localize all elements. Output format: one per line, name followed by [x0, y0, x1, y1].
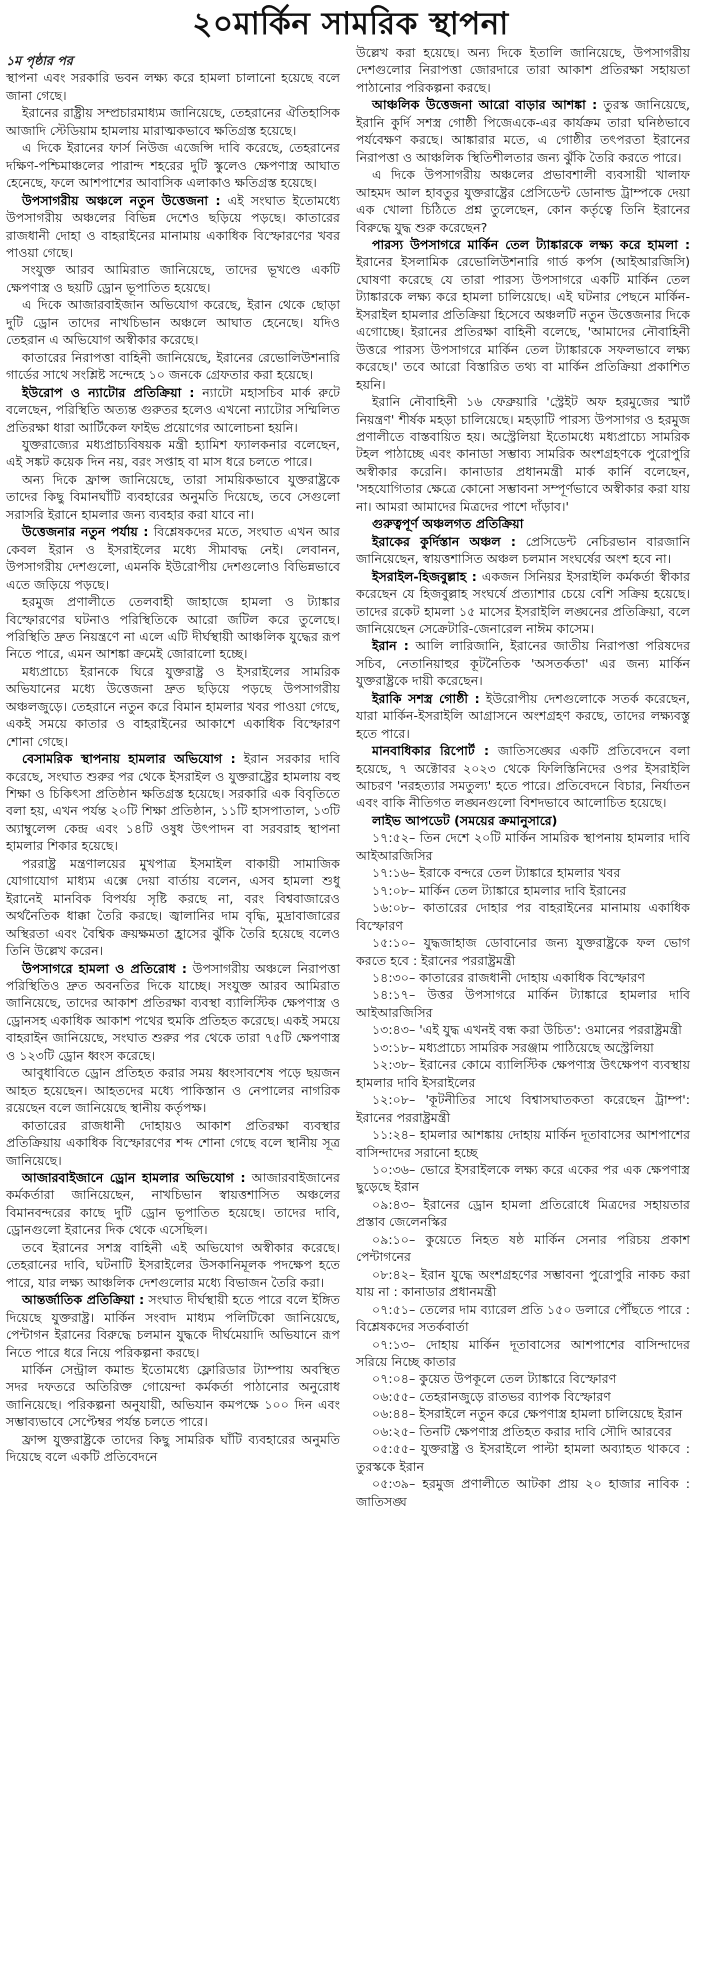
- paragraph-text: ইরানি নৌবাহিনী ১৬ ফেব্রুয়ারি 'স্ট্রেইট অফ হরমুজের স্মার্ট নিয়ন্ত্রণ' শীর্ষক মহড়া চালিয়েছে। মহড়াটি পারস্য উপসাগর ও হরমুজ প্রণালীতে বাস্তবায়িত হয়। অস্ট্রেলিয়া ইতোমধ্যে মধ্যপ্রাচ্যে সামরিক টহল পাঠাচ্ছে এবং কানাডা সম্ভাব্য সামরিক অংশগ্রহণকে পুরোপুরি অস্বীকার করেনি। কানাডার প্রধানমন্ত্রী মার্ক কার্নি বলেছেন, 'সহযোগিতার ক্ষেত্রে কোনো সম্ভাবনা সম্পূর্ণভাবে অস্বীকার করা যায় না। আমরা আমাদের মিত্রদের পাশে দাঁড়াব।': [356, 394, 690, 514]
- paragraph-text: উপসাগরীয় অঞ্চলে নিরাপত্তা পরিস্থিতিও দ্রুত অবনতির দিকে যাচ্ছে। সংযুক্ত আরব আমিরাত জানিয়েছে, তাদের আকাশ প্রতিরক্ষা ব্যবস্থা ব্যালিস্টিক ক্ষেপণাস্ত্র ও ড্রোনসহ একাধিক আকাশ পথের হুমকি প্রতিহত করেছে। একই সময়ে বাহরাইন জানিয়েছে, সংঘাত শুরুর পর থেকে তারা ৭৫টি ক্ষেপণাস্ত্র ও ১২৩টি ড্রোন ধ্বংস করেছে।: [6, 960, 340, 1063]
- article-paragraph: [6, 69, 340, 104]
- update-text: হরমুজ প্রণালীতে আটকা প্রায় ২০ হাজার নাবিক : জাতিসঙ্ঘ: [356, 1476, 690, 1509]
- live-update-item: ১৪:৩০– কাতারের রাজধানী দোহায় একাধিক বিস্ফোরণ: [372, 970, 646, 986]
- article-paragraph: [6, 436, 340, 471]
- live-update-item: ১৭:১৬– ইরাকে বন্দরে তেল ট্যাঙ্কারে হামলার খবর: [372, 865, 621, 881]
- paragraph-text: এই সংঘাত ইতোমধ্যে উপসাগরীয় অঞ্চলের বিভিন্ন দেশেও ছড়িয়ে পড়ছে। কাতারের রাজধানী দোহা ও বাহরাইনের মানামায় একাধিক বিস্ফোরণের খবর পাওয়া গেছে।: [6, 192, 340, 260]
- update-text: উত্তর উপসাগরে মার্কিন ট্যাঙ্কারে হামলার দাবি আইআরজিসির: [356, 987, 690, 1020]
- paragraph-text: ইরান সরকার দাবি করেছে, সংঘাত শুরুর পর থেকে ইসরাইল ও যুক্তরাষ্ট্রের হামলায় বহু শিক্ষা ও চিকিৎসা প্রতিষ্ঠান ক্ষতিগ্রস্ত হয়েছে। সরকারি এক বিবৃতিতে বলা হয়, এখন পর্যন্ত ২০টি শিক্ষা প্রতিষ্ঠান, ১১টি হাসপাতাল, ১৩টি অ্যাম্বুলেন্স কেন্দ্র এবং ১৪টি ওষুধ উৎপাদন বা সরবরাহ স্থাপনা হামলার শিকার হয়েছে।: [6, 751, 341, 854]
- update-text: কাতারের রাজধানী দোহায় একাধিক বিস্ফোরণ: [419, 970, 646, 986]
- paragraph-text: একজন সিনিয়র ইসরাইলি কর্মকর্তা স্বীকার করেছেন যে হিজবুল্লাহ সংঘর্ষে প্রত্যাশার চেয়ে বেশি সক্রিয় হয়েছে। তাদের রকেট হামলা ১৫ মাসের ইসরাইলি লঙ্ঘনের প্রতিক্রিয়া, বলে জানিয়েছেন সেক্রেটারি-জেনারেল নাঈম কাসেম।: [356, 568, 690, 636]
- paragraph-text: ফ্রান্স যুক্তরাষ্ট্রকে তাদের কিছু সামরিক ঘাঁটি ব্যবহারের অনুমতি দিয়েছে বলে একটি প্রতিবেদনে: [6, 1431, 340, 1465]
- update-time: ০৭:০৪: [372, 1371, 409, 1387]
- article-paragraph: [6, 855, 340, 960]
- article-headline: ২০মার্কিন সামরিক স্থাপনা: [192, 6, 509, 42]
- right-paragraphs: [356, 44, 690, 829]
- paragraph-text: এ দিকে ইরানের ফার্স নিউজ এজেন্সি দাবি করেছে, তেহরানের দক্ষিণ-পশ্চিমাঞ্চলের পারান্দ শহরের দুটি স্কুলেও ক্ষেপণাস্ত্র আঘাত হেনেছে, ফলে আশপাশের আবাসিক এলাকাও ক্ষতিগ্রস্ত হয়েছে।: [6, 140, 341, 191]
- paragraph-text: এ দিকে আজারবাইজান অভিযোগ করেছে, ইরান থেকে ছোড়া দুটি ড্রোন তাদের নাখচিভান অঞ্চলে আঘাত হেনেছে। যদিও তেহরান এ অভিযোগ অস্বীকার করেছে।: [6, 297, 340, 348]
- article-column-left: [6, 52, 340, 1466]
- paragraph-lead: উত্তেজনার নতুন পর্যায় :: [22, 524, 149, 540]
- article-paragraph: [356, 637, 690, 689]
- paragraph-lead: ইসরাইল-হিজবুল্লাহ :: [372, 568, 477, 584]
- article-paragraph: [6, 296, 340, 348]
- continuation-kicker: [6, 52, 340, 69]
- subheading-text: লাইভ আপডেট (সময়ের ক্রমানুসারে): [372, 812, 558, 828]
- paragraph-text: সংঘাত দীর্ঘস্থায়ী হতে পারে বলে ইঙ্গিত দিয়েছে যুক্তরাষ্ট্র। মার্কিন সংবাদ মাধ্যম পলিটিকো জানিয়েছে, পেন্টাগন ইরানের বিরুদ্ধে চলমান যুদ্ধকে দীর্ঘমেয়াদি অভিযানে রূপ নিতে পারে ধরে নিয়ে পরিকল্পনা করছে।: [6, 1292, 340, 1360]
- subheading-text: গুরুত্বপূর্ণ অঞ্চলগত প্রতিক্রিয়া: [372, 516, 524, 532]
- article-paragraph: [6, 1291, 340, 1361]
- update-text: ভোরে ইসরাইলকে লক্ষ্য করে একের পর এক ক্ষেপণাস্ত্র ছুড়েছে ইরান: [356, 1162, 690, 1195]
- kicker-text: ১ম পৃষ্ঠার পর: [6, 53, 73, 68]
- live-updates-list: [356, 829, 690, 1510]
- update-time: ১৩:১৮: [372, 1039, 409, 1055]
- paragraph-lead: ইরাকের কুর্দিস্তান অঞ্চল :: [372, 533, 516, 549]
- update-time: ১৩:৪৩: [372, 1022, 409, 1038]
- update-time: ১৫:১০: [372, 935, 409, 951]
- live-update-item: ১২:০৮– 'কূটনীতির সাথে বিশ্বাসঘাতকতা করেছেন ট্রাম্প': ইরানের পররাষ্ট্রমন্ত্রী: [356, 1092, 690, 1125]
- update-text: মার্কিন তেল ট্যাঙ্কারে হামলার দাবি ইরানের: [419, 882, 627, 898]
- article-paragraph: [6, 104, 340, 139]
- update-time: ০৫:৫৫: [372, 1441, 409, 1457]
- paragraph-text: কাতারের নিরাপত্তা বাহিনী জানিয়েছে, ইরানের রেভোলিউশনারি গার্ডের সাথে সংশ্লিষ্ট সন্দেহে ১০ জনকে গ্রেফতার করা হয়েছে।: [6, 349, 340, 383]
- update-time: ১২:০৮: [372, 1092, 409, 1108]
- paragraph-text: উল্লেখ করা হয়েছে। অন্য দিকে ইতালি জানিয়েছে, উপসাগরীয় দেশগুলোর নিরাপত্তা জোরদারে তারা আকাশ প্রতিরক্ষা সহায়তা পাঠানোর পরিকল্পনা করছে।: [356, 45, 690, 95]
- article-paragraph: [6, 471, 340, 523]
- live-update-item: ১৭:৫২– তিন দেশে ২০টি মার্কিন সামরিক স্থাপনায় হামলার দাবি আইআরজিসির: [356, 830, 690, 863]
- update-text: যুক্তরাষ্ট্র ও ইসরাইলে পাল্টা হামলা অব্যাহত থাকবে : তুরস্ককে ইরান: [356, 1441, 690, 1474]
- paragraph-text: আবুধাবিতে ড্রোন প্রতিহত করার সময় ধ্বংসাবশেষ পড়ে ছয়জন আহত হয়েছেন। আহতদের মধ্যে পাকিস্তান ও নেপালের নাগরিক রয়েছেন বলে জানিয়েছে স্থানীয় কর্তৃপক্ষ।: [6, 1065, 340, 1116]
- article-paragraph: [356, 393, 690, 515]
- paragraph-text: বিশ্লেষকদের মতে, সংঘাত এখন আর কেবল ইরান ও ইসরাইলের মধ্যে সীমাবদ্ধ নেই। লেবানন, উপসাগরীয় দেশগুলো, এমনকি ইউরোপীয় দেশগুলোও বিভিন্নভাবে এতে জড়িয়ে পড়ছে।: [6, 524, 340, 592]
- update-time: ০৫:৩৯: [372, 1476, 409, 1492]
- live-update-item: ১৫:১০– যুদ্ধজাহাজ ডোবানোর জন্য যুক্তরাষ্ট্রকে ফল ভোগ করতে হবে : ইরানের পররাষ্ট্রমন্ত্রী: [356, 935, 690, 968]
- article-paragraph: [356, 742, 690, 812]
- paragraph-text: এ দিকে উপসাগরীয় অঞ্চলের প্রভাবশালী ব্যবসায়ী খালাফ আহমদ আল হাবতুর যুক্তরাষ্ট্রের প্রেসিডেন্ট ডোনাল্ড ট্রাম্পকে দেয়া এক খোলা চিঠিতে প্রশ্ন তুলেছেন, কোন কর্তৃত্বে তিনি ইরানের বিরুদ্ধে যুদ্ধ শুরু করেছেন?: [356, 167, 690, 235]
- live-update-item: ১৪:১৭– উত্তর উপসাগরে মার্কিন ট্যাঙ্কারে হামলার দাবি আইআরজিসির: [356, 987, 690, 1020]
- live-update-item: ০৬:৪৪– ইসরাইলে নতুন করে ক্ষেপণাস্ত্র হামলা চালিয়েছে ইরান: [372, 1406, 683, 1422]
- article-paragraph: [6, 960, 340, 1065]
- paragraph-text: ইরানের রাষ্ট্রীয় সম্প্রচারমাধ্যম জানিয়েছে, তেহরানের ঐতিহাসিক আজাদি স্টেডিয়াম হামলায় মারাত্মকভাবে ক্ষতিগ্রস্ত হয়েছে।: [6, 105, 340, 138]
- paragraph-text: তবে ইরানের সশস্ত্র বাহিনী এই অভিযোগ অস্বীকার করেছে। তেহরানের দাবি, ঘটনাটি ইসরাইলের উসকানিমূলক পদক্ষেপ হতে পারে, যার লক্ষ্য আঞ্চলিক দেশগুলোর মধ্যে বিভাজন তৈরি করা।: [6, 1239, 340, 1290]
- live-update-item: ১৩:১৮– মধ্যপ্রাচ্যে সামরিক সরঞ্জাম পাঠিয়েছে অস্ট্রেলিয়া: [372, 1039, 654, 1055]
- update-time: ১৪:৩০: [372, 970, 409, 986]
- live-update-item: ১১:২৪– হামলার আশঙ্কায় দোহায় মার্কিন দূতাবাসের আশপাশের বাসিন্দাদের সরানো হচ্ছে: [356, 1127, 691, 1160]
- paragraph-text: পররাষ্ট্র মন্ত্রণালয়ের মুখপাত্র ইসমাইল বাকায়ী সামাজিক যোগাযোগ মাধ্যম এক্সে দেয়া বার্তায় বলেন, এসব হামলা শুধু ইরানেই মানবিক বিপর্যয় সৃষ্টি করছে না, বরং বিশ্ববাজারেও অর্থনৈতিক ধাক্কা তৈরি করছে। জ্বালানির দাম বৃদ্ধি, মুদ্রাবাজারের অস্থিরতা এবং বৈশ্বিক ক্রয়ক্ষমতা হ্রাসের ঝুঁকি তৈরি হয়েছে বলেও তিনি উল্লেখ করেন।: [6, 855, 340, 959]
- update-time: ০৭:১৩: [372, 1336, 409, 1352]
- article-paragraph: [6, 192, 340, 262]
- update-time: ০৬:৪৪: [372, 1406, 409, 1422]
- paragraph-text: মার্কিন সেন্ট্রাল কমান্ড ইতোমধ্যে ফ্লোরিডার ট্যাম্পায় অবস্থিত সদর দফতরে অতিরিক্ত গোয়েন্দা কর্মকর্তা পাঠানোর অনুরোধ জানিয়েছে। পরিকল্পনা অনুযায়ী, অভিযান কমপক্ষে ১০০ দিন এবং সম্ভাব্যভাবে সেপ্টেম্বর পর্যন্ত চলতে পারে।: [6, 1361, 340, 1430]
- article-paragraph: [6, 593, 340, 663]
- article-paragraph: [6, 523, 340, 593]
- paragraph-text: প্রেসিডেন্ট নেচিরভান বারজানি জানিয়েছেন, স্বায়ত্তশাসিত অঞ্চল চলমান সংঘর্ষের অংশ হবে না।: [356, 533, 690, 567]
- paragraph-text: যুক্তরাজ্যের মধ্যপ্রাচ্যবিষয়ক মন্ত্রী হ্যামিশ ফ্যালকনার বলেছেন, এই সঙ্কট কয়েক দিন নয়, বরং সপ্তাহ বা মাস ধরে চলতে পারে।: [6, 436, 340, 470]
- update-text: ইরানের কোমে ব্যালিস্টিক ক্ষেপণাস্ত্র উৎক্ষেপণ ব্যবস্থায় হামলার দাবি ইসরাইলের: [356, 1057, 690, 1090]
- paragraph-text: হরমুজ প্রণালীতে তেলবাহী জাহাজে হামলা ও ট্যাঙ্কার বিস্ফোরণের ঘটনাও পরিস্থিতিকে আরো জটিল করে তুলেছে। পরিস্থিতি দ্রুত নিয়ন্ত্রণে না এলে এটি দীর্ঘস্থায়ী আঞ্চলিক যুদ্ধের রূপ নিতে পারে, এমন আশঙ্কা ক্রমেই জোরালো হচ্ছে।: [6, 594, 340, 662]
- update-text: তিন দেশে ২০টি মার্কিন সামরিক স্থাপনায় হামলার দাবি আইআরজিসির: [356, 830, 690, 863]
- update-text: ইরান যুদ্ধে অংশগ্রহণের সম্ভাবনা পুরোপুরি নাকচ করা যায় না : কানাডার প্রধানমন্ত্রী: [356, 1266, 690, 1300]
- article-paragraph: [6, 139, 340, 191]
- paragraph-lead: ইরান :: [372, 638, 409, 654]
- section-subheading: [356, 812, 690, 829]
- update-time: ০৯:১০: [372, 1231, 409, 1247]
- live-update-item: ০৭:৫১– তেলের দাম ব্যারেল প্রতি ১৫০ ডলারে পৌঁছতে পারে : বিশ্লেষকদের সতর্কবার্তা: [356, 1301, 690, 1335]
- update-time: ০৮:৪২: [372, 1266, 409, 1282]
- article-paragraph: [356, 166, 690, 236]
- update-text: কুয়েতে নিহত ষষ্ঠ মার্কিন সেনার পরিচয় প্রকাশ পেন্টাগনের: [356, 1231, 690, 1265]
- live-update-item: ০৬:২৫– তিনটি ক্ষেপণাস্ত্র প্রতিহত করার দাবি সৌদি আরবের: [372, 1423, 672, 1439]
- article-paragraph: [6, 1169, 340, 1239]
- article-paragraph: [6, 1117, 340, 1169]
- article-paragraph: [6, 750, 340, 855]
- live-update-item: ১৭:০৮– মার্কিন তেল ট্যাঙ্কারে হামলার দাবি ইরানের: [372, 882, 627, 898]
- update-text: কাতারের দোহার পর বাহরাইনের মানামায় একাধিক বিস্ফোরণ: [356, 900, 690, 933]
- paragraph-lead: আঞ্চলিক উত্তেজনা আরো বাড়ার আশঙ্কা :: [372, 97, 598, 113]
- paragraph-text: জাতিসঙ্ঘের একটি প্রতিবেদনে বলা হয়েছে, ৭ অক্টোবর ২০২৩ থেকে ফিলিস্তিনিদের ওপর ইসরাইলি আচরণ 'নরহত্যার সমতুল্য' হতে পারে। প্রতিবেদনে বিচার, নির্যাতন এবং বাকি নীতিগত লঙ্ঘনগুলো বিশদভাবে আলোচিত হয়েছে।: [356, 743, 690, 811]
- paragraph-lead: মানবাধিকার রিপোর্ট :: [372, 743, 490, 759]
- article-paragraph: [6, 1064, 340, 1116]
- update-time: ১৪:১৭: [372, 987, 409, 1003]
- update-time: ১৭:১৬: [372, 865, 409, 881]
- article-paragraph: [356, 690, 690, 742]
- paragraph-lead: পারস্য উপসাগরে মার্কিন তেল ট্যাঙ্কারকে লক্ষ্য করে হামলা :: [372, 236, 690, 252]
- paragraph-text: কাতারের রাজধানী দোহায়ও আকাশ প্রতিরক্ষা ব্যবস্থার প্রতিক্রিয়ায় একাধিক বিস্ফোরণের শব্দ শোনা গেছে বলে স্থানীয় সূত্র জানিয়েছে।: [6, 1117, 340, 1168]
- paragraph-lead: আজারবাইজানে ড্রোন হামলার অভিযোগ :: [22, 1170, 246, 1185]
- update-time: ০৬:২৫: [372, 1423, 409, 1439]
- update-text: মধ্যপ্রাচ্যে সামরিক সরঞ্জাম পাঠিয়েছে অস্ট্রেলিয়া: [419, 1039, 654, 1055]
- live-update-item: ০৮:৪২– ইরান যুদ্ধে অংশগ্রহণের সম্ভাবনা পুরোপুরি নাকচ করা যায় না : কানাডার প্রধানমন্ত্রী: [356, 1266, 690, 1300]
- update-time: ০৯:৪৩: [372, 1196, 409, 1212]
- paragraph-text: ইউরোপীয় দেশগুলোকে সতর্ক করেছেন, যারা মার্কিন-ইসরাইলি আগ্রাসনে অংশগ্রহণ করছে, তাদের লক্ষ্যবস্তু হতে পারে।: [356, 690, 690, 741]
- article-paragraph: [6, 349, 340, 384]
- live-update-item: ০৯:১০– কুয়েতে নিহত ষষ্ঠ মার্কিন সেনার পরিচয় প্রকাশ পেন্টাগনের: [356, 1231, 690, 1265]
- live-update-item: ১০:৩৬– ভোরে ইসরাইলকে লক্ষ্য করে একের পর এক ক্ষেপণাস্ত্র ছুড়েছে ইরান: [356, 1162, 690, 1195]
- paragraph-text: আজারবাইজানের কর্মকর্তারা জানিয়েছেন, নাখচিভান স্বায়ত্তশাসিত অঞ্চলের বিমানবন্দরের কাছে দুটি ড্রোন ভূপাতিত হয়েছে। তাদের দাবি, ড্রোনগুলো ইরানের দিক থেকে এসেছিল।: [6, 1170, 340, 1238]
- live-update-item: ০৫:৫৫– যুক্তরাষ্ট্র ও ইসরাইলে পাল্টা হামলা অব্যাহত থাকবে : তুরস্ককে ইরান: [356, 1441, 690, 1474]
- live-update-item: ১৩:৪৩– 'এই যুদ্ধ এখনই বন্ধ করা উচিত': ওমানের পররাষ্ট্রমন্ত্রী: [372, 1022, 682, 1038]
- paragraph-text: সংযুক্ত আরব আমিরাত জানিয়েছে, তাদের ভূখণ্ডে একটি ক্ষেপণাস্ত্র ও ছয়টি ড্রোন ভূপাতিত হয়েছে।: [6, 262, 340, 295]
- live-update-item: ০৯:৪৩– ইরানের ড্রোন হামলা প্রতিরোধে মিত্রদের সহায়তার প্রস্তাব জেলেনস্কির: [356, 1196, 690, 1230]
- article-paragraph: [6, 1361, 340, 1431]
- paragraph-lead: ইউরোপ ও ন্যাটোর প্রতিক্রিয়া :: [22, 384, 195, 400]
- update-time: ১৭:০৮: [372, 882, 409, 898]
- paragraph-lead: উপসাগরীয় অঞ্চলে নতুন উত্তেজনা :: [22, 192, 221, 208]
- article-column-right: [356, 44, 690, 1510]
- live-update-item: ০৭:১৩– দোহায় মার্কিন দূতাবাসের আশপাশের বাসিন্দাদের সরিয়ে নিচ্ছে কাতার: [356, 1336, 690, 1369]
- update-time: ০৬:৫৫: [372, 1388, 409, 1404]
- article-paragraph: [6, 261, 340, 296]
- article-paragraph: [356, 44, 690, 96]
- article-paragraph: [356, 96, 690, 166]
- paragraph-text: অন্য দিকে ফ্রান্স জানিয়েছে, তারা সাময়িকভাবে যুক্তরাষ্ট্রকে তাদের কিছু বিমানঘাঁটি ব্যবহারের অনুমতি দিয়েছে, তবে সেগুলো সরাসরি ইরানে হামলার জন্য ব্যবহার করা যাবে না।: [6, 471, 340, 522]
- paragraph-lead: আন্তর্জাতিক প্রতিক্রিয়া :: [22, 1292, 145, 1308]
- paragraph-text: ইরানের ইসলামিক রেভোলিউশনারি গার্ড কর্পস (আইআরজিসি) ঘোষণা করেছে যে তারা পারস্য উপসাগরে একটি মার্কিন তেল ট্যাঙ্কারকে লক্ষ্য করে হামলা চালিয়েছে। এই ঘটনার পেছনে মার্কিন-ইসরাইল হামলার প্রতিক্রিয়া হিসেবে অঞ্চলটি নতুন উত্তেজনার দিকে এগোচ্ছে। ইরানের প্রতিরক্ষা বাহিনী বলেছে, 'আমাদের নৌবাহিনী উত্তরে পারস্য উপসাগরে মার্কিন তেল ট্যাঙ্কারকে সফলভাবে লক্ষ্য করেছে।' তবে আরো বিস্তারিত তথ্য বা মার্কিন প্রতিক্রিয়া প্রকাশিত হয়নি।: [356, 254, 690, 392]
- left-paragraphs: [6, 69, 340, 1465]
- live-update-item: ১২:৩৮– ইরানের কোমে ব্যালিস্টিক ক্ষেপণাস্ত্র উৎক্ষেপণ ব্যবস্থায় হামলার দাবি ইসরাইলের: [356, 1057, 690, 1090]
- section-subheading: [356, 515, 690, 532]
- article-paragraph: [356, 568, 690, 638]
- live-update-item: ১৬:০৮– কাতারের দোহার পর বাহরাইনের মানামায় একাধিক বিস্ফোরণ: [356, 900, 690, 933]
- update-text: কুয়েত উপকূলে তেল ট্যাঙ্কারে বিস্ফোরণ: [419, 1371, 617, 1387]
- article-paragraph: [356, 533, 690, 568]
- update-text: 'এই যুদ্ধ এখনই বন্ধ করা উচিত': ওমানের পররাষ্ট্রমন্ত্রী: [419, 1022, 682, 1038]
- update-text: তেহরানজুড়ে রাতভর ব্যাপক বিস্ফোরণ: [419, 1388, 611, 1404]
- update-text: যুদ্ধজাহাজ ডোবানোর জন্য যুক্তরাষ্ট্রকে ফল ভোগ করতে হবে : ইরানের পররাষ্ট্রমন্ত্রী: [356, 935, 690, 968]
- update-text: ইরানের ড্রোন হামলা প্রতিরোধে মিত্রদের সহায়তার প্রস্তাব জেলেনস্কির: [356, 1196, 690, 1230]
- article-paragraph: [6, 1239, 340, 1291]
- update-time: ১৭:৫২: [372, 830, 409, 846]
- update-text: ইরাকে বন্দরে তেল ট্যাঙ্কারে হামলার খবর: [419, 865, 621, 881]
- paragraph-lead: বেসামরিক স্থাপনায় হামলার অভিযোগ :: [22, 751, 236, 767]
- live-update-item: ০৫:৩৯– হরমুজ প্রণালীতে আটকা প্রায় ২০ হাজার নাবিক : জাতিসঙ্ঘ: [356, 1476, 690, 1509]
- update-text: ইসরাইলে নতুন করে ক্ষেপণাস্ত্র হামলা চালিয়েছে ইরান: [419, 1406, 683, 1422]
- paragraph-lead: উপসাগরে হামলা ও প্রতিরোধ :: [22, 960, 187, 976]
- paragraph-text: তুরস্ক জানিয়েছে, ইরানি কুর্দি সশস্ত্র গোষ্ঠী পিজেএকে-এর কার্যক্রম তারা ঘনিষ্ঠভাবে পর্যবেক্ষণ করছে। আঙ্কারার মতে, এ গোষ্ঠীর তৎপরতা ইরানের নিরাপত্তা ও আঞ্চলিক স্থিতিশীলতার জন্য ঝুঁকি তৈরি করতে পারে।: [356, 97, 691, 165]
- article-paragraph: [6, 1431, 340, 1466]
- paragraph-text: স্থাপনা এবং সরকারি ভবন লক্ষ্য করে হামলা চালানো হয়েছে বলে জানা গেছে।: [6, 70, 340, 103]
- paragraph-text: মধ্যপ্রাচ্যে ইরানকে ঘিরে যুক্তরাষ্ট্র ও ইসরাইলের সামরিক অভিযানের মধ্যে উত্তেজনা দ্রুত ছড়িয়ে পড়ছে উপসাগরীয় অঞ্চলজুড়ে। তেহরানে নতুন করে বিমান হামলার খবর পাওয়া গেছে, একই সময়ে কাতার ও বাহরাইনের আকাশে একাধিক বিস্ফোরণ শোনা গেছে।: [6, 663, 340, 749]
- update-text: 'কূটনীতির সাথে বিশ্বাসঘাতকতা করেছেন ট্রাম্প': ইরানের পররাষ্ট্রমন্ত্রী: [356, 1092, 690, 1125]
- paragraph-text: আলি লারিজানি, ইরানের জাতীয় নিরাপত্তা পরিষদের সচিব, নেতানিয়াহুর কূটনৈতিক 'অসতর্কতা' এর জন্য মার্কিন যুক্তরাষ্ট্রকে দায়ী করেছেন।: [356, 638, 690, 689]
- update-time: ১০:৩৬: [372, 1162, 409, 1177]
- article-paragraph: [6, 663, 340, 750]
- update-text: তেলের দাম ব্যারেল প্রতি ১৫০ ডলারে পৌঁছতে পারে : বিশ্লেষকদের সতর্কবার্তা: [356, 1301, 690, 1335]
- update-time: ১৬:০৮: [372, 900, 409, 916]
- live-update-item: ০৬:৫৫– তেহরানজুড়ে রাতভর ব্যাপক বিস্ফোরণ: [372, 1388, 611, 1404]
- update-time: ১১:২৪: [372, 1127, 409, 1143]
- update-text: হামলার আশঙ্কায় দোহায় মার্কিন দূতাবাসের আশপাশের বাসিন্দাদের সরানো হচ্ছে: [356, 1127, 691, 1160]
- update-time: ১২:৩৮: [372, 1057, 409, 1073]
- update-time: ০৭:৫১: [372, 1301, 409, 1317]
- article-paragraph: [6, 384, 340, 436]
- article-paragraph: [356, 236, 690, 393]
- update-text: তিনটি ক্ষেপণাস্ত্র প্রতিহত করার দাবি সৌদি আরবের: [419, 1423, 672, 1439]
- paragraph-text: ন্যাটো মহাসচিব মার্ক রুটে বলেছেন, পরিস্থিতি অত্যন্ত গুরুতর হলেও এখনো ন্যাটোর সম্মিলিত প্রতিরক্ষা ধারা আর্টিকেল ফাইভ প্রয়োগের আলোচনা হয়নি।: [6, 384, 340, 435]
- update-text: দোহায় মার্কিন দূতাবাসের আশপাশের বাসিন্দাদের সরিয়ে নিচ্ছে কাতার: [356, 1336, 690, 1369]
- live-update-item: ০৭:০৪– কুয়েত উপকূলে তেল ট্যাঙ্কারে বিস্ফোরণ: [372, 1371, 617, 1387]
- paragraph-lead: ইরাকি সশস্ত্র গোষ্ঠী :: [372, 690, 480, 706]
